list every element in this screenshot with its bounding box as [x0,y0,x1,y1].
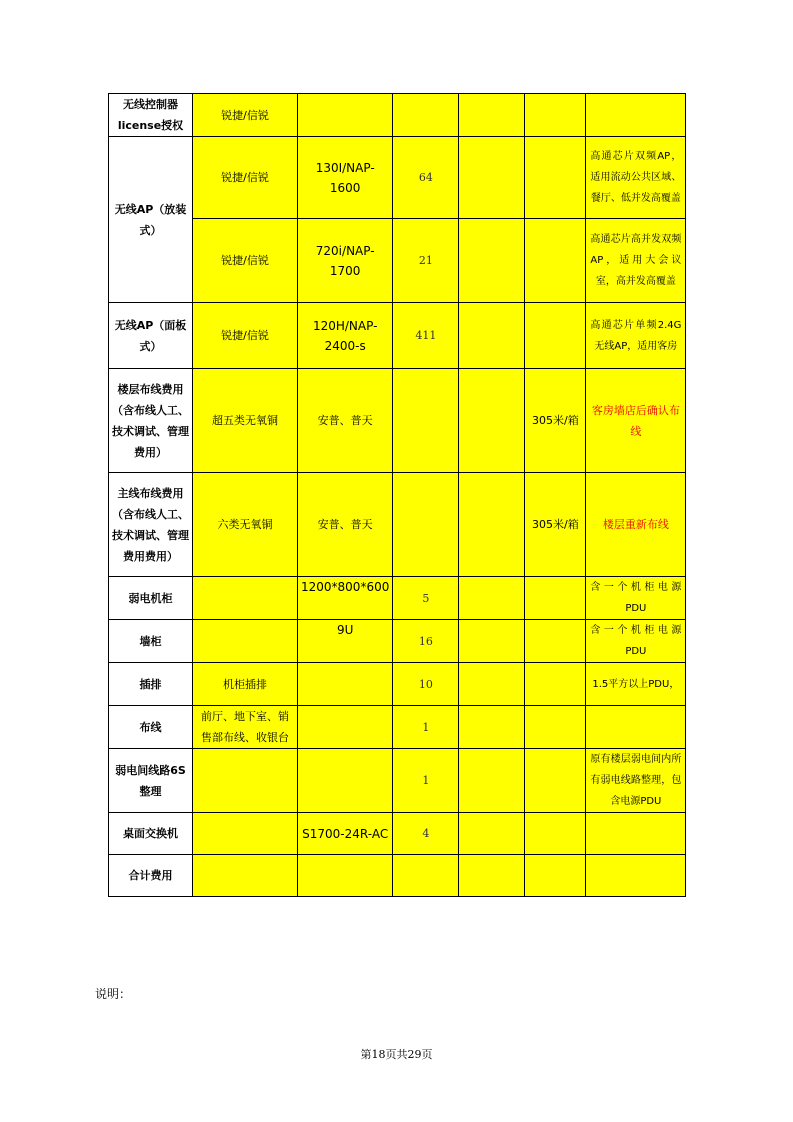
model-cell: 1200*800*600 [298,577,393,620]
remark-cell: 楼层重新布线 [586,473,686,577]
empty-cell [459,219,525,303]
remark-cell: 高通芯片高并发双频AP，适用大会议室，高并发高覆盖 [586,219,686,303]
brand-cell: 锐捷/信锐 [193,219,298,303]
unit-cell [525,706,586,749]
unit-cell [525,855,586,897]
item-name-cell: 楼层布线费用（含布线人工、技术调试、管理费用） [109,369,193,473]
remark-cell [586,813,686,855]
table-row [109,663,686,706]
item-name-cell: 无线控制器license授权 [109,94,193,137]
empty-cell [459,137,525,219]
unit-cell [525,749,586,813]
item-name-cell: 无线AP（面板式） [109,303,193,369]
qty-cell: 16 [393,620,459,663]
remark-cell: 含一个机柜电源PDU [586,620,686,663]
brand-cell: 锐捷/信锐 [193,137,298,219]
brand-cell: 锐捷/信锐 [193,303,298,369]
qty-cell: 21 [393,219,459,303]
remark-cell: 高通芯片双频AP，适用流动公共区域、餐厅、低并发高覆盖 [586,137,686,219]
table-row [109,749,686,813]
model-cell: 130I/NAP-1600 [298,137,393,219]
item-name-cell: 布线 [109,706,193,749]
unit-cell [525,137,586,219]
model-cell: 安普、普天 [298,473,393,577]
brand-cell: 六类无氧铜 [193,473,298,577]
remark-cell: 客房墙店后确认布线 [586,369,686,473]
model-cell: S1700-24R-AC [298,813,393,855]
table-row [109,94,686,137]
empty-cell [459,94,525,137]
model-cell: 720i/NAP-1700 [298,219,393,303]
remark-cell [586,94,686,137]
brand-cell [193,577,298,620]
remark-cell: 1.5平方以上PDU， [586,663,686,706]
qty-cell: 4 [393,813,459,855]
table-row [109,369,686,473]
qty-cell: 1 [393,706,459,749]
model-cell [298,749,393,813]
table-row [109,219,686,303]
remark-cell [586,855,686,897]
qty-cell: 10 [393,663,459,706]
empty-cell [459,303,525,369]
item-name-cell: 插排 [109,663,193,706]
unit-cell [525,94,586,137]
table-row [109,706,686,749]
table-row [109,473,686,577]
item-name-cell: 无线AP（放装式） [109,137,193,303]
note-label: 说明： [95,987,132,1001]
model-cell [298,663,393,706]
qty-cell: 64 [393,137,459,219]
brand-cell: 前厅、地下室、销售部布线、收银台 [193,706,298,749]
unit-cell [525,303,586,369]
model-cell [298,706,393,749]
qty-cell [393,369,459,473]
qty-cell [393,473,459,577]
qty-cell: 5 [393,577,459,620]
model-cell [298,855,393,897]
empty-cell [459,620,525,663]
remark-cell: 原有楼层弱电间内所有弱电线路整理，包含电源PDU [586,749,686,813]
brand-cell [193,749,298,813]
unit-cell: 305米/箱 [525,369,586,473]
unit-cell [525,620,586,663]
brand-cell: 机柜插排 [193,663,298,706]
brand-cell [193,620,298,663]
empty-cell [459,369,525,473]
quote-table [108,93,686,897]
model-cell: 120H/NAP-2400-s [298,303,393,369]
table-row [109,137,686,219]
remark-cell: 含一个机柜电源PDU [586,577,686,620]
unit-cell: 305米/箱 [525,473,586,577]
table-row [109,577,686,620]
brand-cell: 超五类无氧铜 [193,369,298,473]
table-row [109,813,686,855]
empty-cell [459,663,525,706]
qty-cell: 1 [393,749,459,813]
item-name-cell: 合计费用 [109,855,193,897]
remark-cell [586,706,686,749]
unit-cell [525,577,586,620]
empty-cell [459,473,525,577]
qty-cell [393,855,459,897]
brand-cell [193,855,298,897]
item-name-cell: 桌面交换机 [109,813,193,855]
table-row [109,855,686,897]
page-footer: 第18页共29页 [360,1048,433,1061]
unit-cell [525,813,586,855]
qty-cell [393,94,459,137]
unit-cell [525,663,586,706]
unit-cell [525,219,586,303]
empty-cell [459,855,525,897]
qty-cell: 411 [393,303,459,369]
item-name-cell: 弱电机柜 [109,577,193,620]
empty-cell [459,706,525,749]
table-row [109,620,686,663]
remark-cell: 高通芯片单频2.4G无线AP，适用客房 [586,303,686,369]
empty-cell [459,749,525,813]
brand-cell [193,813,298,855]
model-cell [298,94,393,137]
empty-cell [459,577,525,620]
model-cell: 9U [298,620,393,663]
item-name-cell: 墙柜 [109,620,193,663]
table-row [109,303,686,369]
brand-cell: 锐捷/信锐 [193,94,298,137]
model-cell: 安普、普天 [298,369,393,473]
empty-cell [459,813,525,855]
item-name-cell: 弱电间线路6S整理 [109,749,193,813]
item-name-cell: 主线布线费用（含布线人工、技术调试、管理费用费用） [109,473,193,577]
